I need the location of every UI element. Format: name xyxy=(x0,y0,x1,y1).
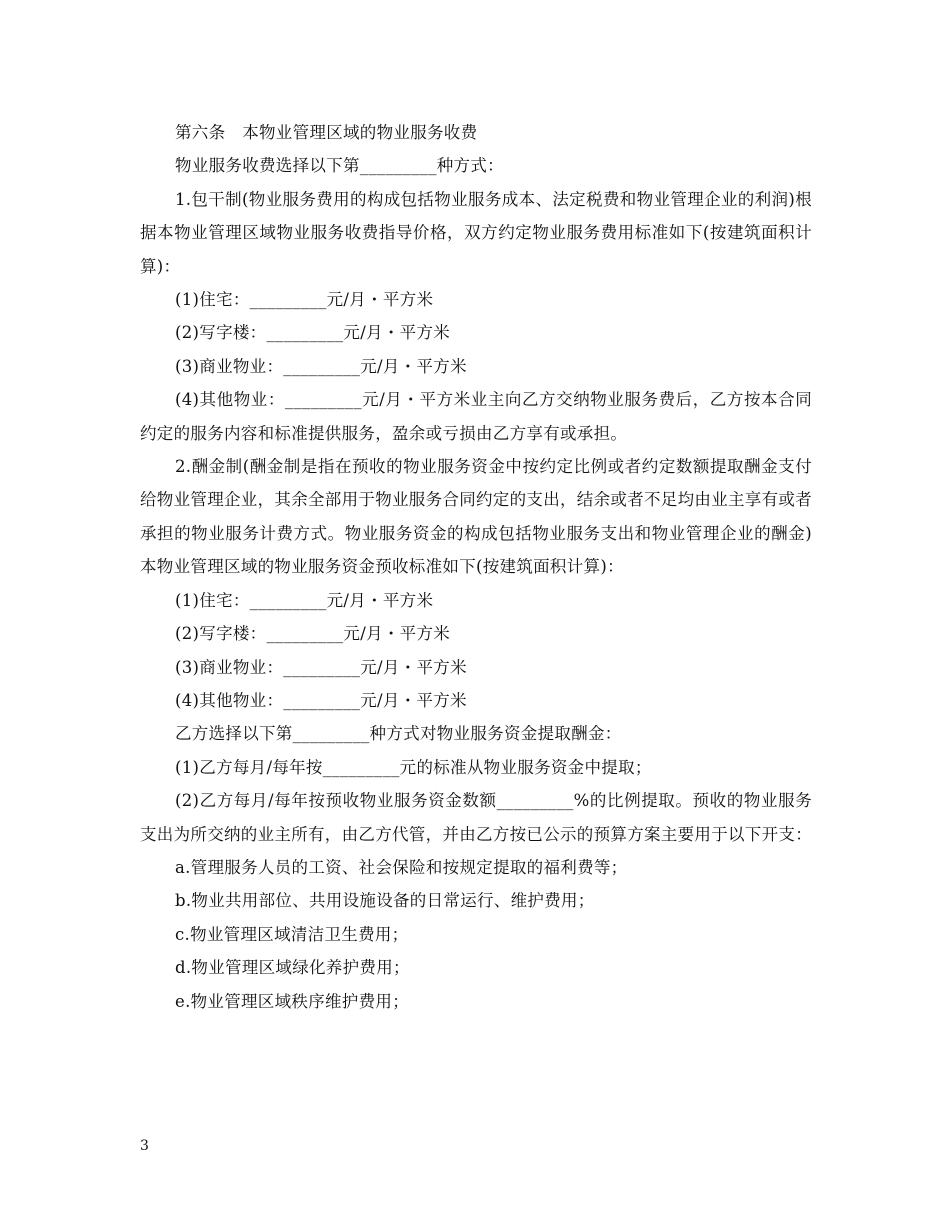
list-item: (1)住宅：_________元/月・平方米 xyxy=(175,290,434,310)
list-item: a.管理服务人员的工资、社会保险和按规定提取的福利费等； xyxy=(175,857,628,877)
list-item: (2)写字楼：_________元/月・平方米 xyxy=(175,323,451,343)
list-item: (3)商业物业：_________元/月・平方米 xyxy=(175,657,467,677)
list-item: (3)商业物业：_________元/月・平方米 xyxy=(175,356,467,376)
list-item: (1)住宅：_________元/月・平方米 xyxy=(175,590,434,610)
list-item: b.物业共用部位、共用设施设备的日常运行、维护费用； xyxy=(175,891,595,911)
article-heading: 第六条 本物业管理区域的物业服务收费 xyxy=(175,123,478,142)
list-item: (2)乙方每月/每年按预收物业服务资金数额_________%的比例提取。预收的物业服务支出为所交纳的业主所有，由乙方代管，并由乙方按已公示的预算方案主要用于以下开支： xyxy=(140,791,812,844)
paragraph: 物业服务收费选择以下第_________种方式： xyxy=(175,156,504,176)
list-item: e.物业管理区域秩序维护费用； xyxy=(175,991,410,1011)
paragraph: 乙方选择以下第_________种方式对物业服务资金提取酬金： xyxy=(175,724,622,744)
page-number: 3 xyxy=(140,1138,149,1154)
list-item: (4)其他物业：_________元/月・平方米 xyxy=(175,690,467,710)
list-item: d.物业管理区域绿化养护费用； xyxy=(175,958,410,978)
paragraph: 1.包干制(物业服务费用的构成包括物业服务成本、法定税费和物业管理企业的利润)根据本物业管理区域物业服务收费指导价格，双方约定物业服务费用标准如下(按建筑面积计算)： xyxy=(140,189,812,276)
document-body xyxy=(140,116,812,1018)
list-item: (4)其他物业：_________元/月・平方米业主向乙方交纳物业服务费后，乙方按本合同约定的服务内容和标准提供服务，盈余或亏损由乙方享有或承担。 xyxy=(140,390,812,443)
list-item: c.物业管理区域清洁卫生费用； xyxy=(175,924,409,944)
list-item: (1)乙方每月/每年按_________元的标准从物业服务资金中提取； xyxy=(175,757,652,777)
list-item: (2)写字楼：_________元/月・平方米 xyxy=(175,624,451,644)
paragraph: 2.酬金制(酬金制是指在预收的物业服务资金中按约定比例或者约定数额提取酬金支付给物业管理企业，其余全部用于物业服务合同约定的支出，结余或者不足均由业主享有或者承担的物业服务计费方式。物业服务资金的构成包括物业服务支出和物业管理企业的酬金)本物业管理区域的物业服务资金预收标准如下(按建筑面积计算)： xyxy=(140,457,812,577)
